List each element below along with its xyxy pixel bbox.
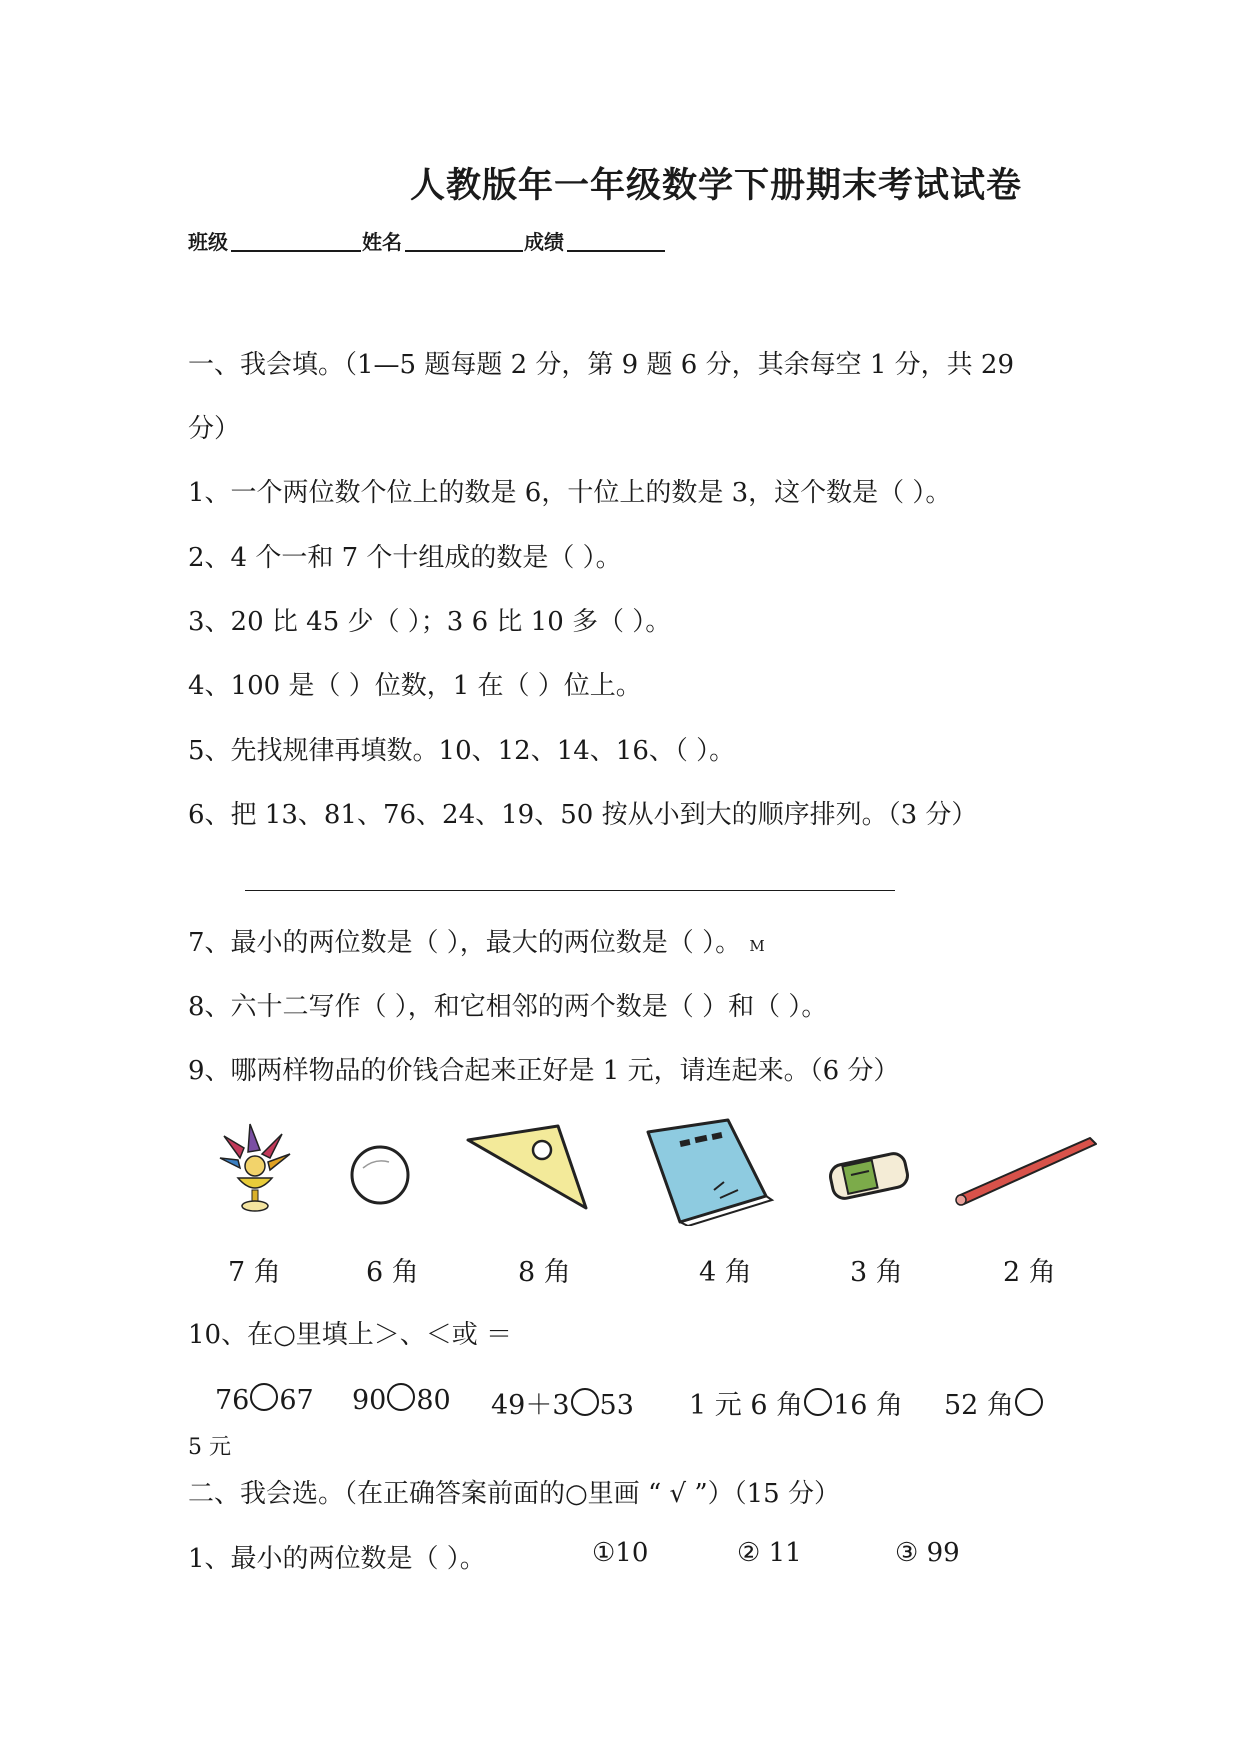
section2-question-1: 1、最小的两位数是（ ）。 [188,1544,486,1574]
name-label: 姓名 [362,230,402,254]
notebook-icon [640,1118,775,1226]
question-4: 4、100 是（ ）位数，1 在（ ）位上。 [188,671,642,701]
price-label: 3 角 [850,1257,903,1288]
comparison-right: 53 [599,1390,634,1421]
ball-icon [345,1140,415,1210]
class-label: 班级 [188,230,228,254]
comparison-left: 76 [215,1385,250,1416]
comparison-item [491,1383,634,1422]
triangle-ruler-icon [462,1122,592,1212]
comparison-left: 49＋3 [491,1390,570,1421]
question-2: 2、4 个一和 7 个十组成的数是（ ）。 [188,543,622,573]
option-2[interactable]: ② 11 [737,1538,802,1568]
question-7-mark: M [749,937,765,955]
question-8: 8、六十二写作（ ），和它相邻的两个数是（ ）和（ ）。 [188,992,828,1022]
question-7 [188,922,765,959]
comparison-wrap-text: 5 元 [188,1435,231,1460]
pencil-icon [950,1130,1100,1210]
class-field[interactable] [231,250,361,252]
price-label: 2 角 [1003,1257,1056,1288]
comparison-left: 90 [352,1385,387,1416]
compare-circle[interactable] [1015,1388,1043,1416]
price-label: 4 角 [699,1257,752,1288]
comparison-item [689,1383,903,1422]
question-10: 10、在○里填上＞、＜或 ＝ [188,1320,513,1350]
comparison-right: 67 [279,1385,314,1416]
price-label: 8 角 [518,1257,571,1288]
page-title: 人教版年一年级数学下册期末考试试卷 [410,166,1023,206]
section1-heading-cont: 分） [188,414,241,444]
question-6: 6、把 13、81、76、24、19、50 按从小到大的顺序排列。（3 分） [188,800,978,830]
comparison-item [944,1383,1044,1422]
question-3: 3、20 比 45 少（ ）；3 6 比 10 多（ ）。 [188,607,672,637]
compare-circle[interactable] [571,1388,599,1416]
question-1: 1、一个两位数个位上的数是 6，十位上的数是 3，这个数是（ ）。 [188,478,952,508]
option-1[interactable]: ①10 [592,1538,649,1568]
comparison-right: 16 角 [833,1390,904,1421]
name-field[interactable] [405,250,523,252]
section1-heading: 一、我会填。（1—5 题每题 2 分，第 9 题 6 分，其余每空 1 分，共 29 [188,350,1014,380]
compare-circle[interactable] [250,1383,278,1411]
answer-line[interactable] [245,890,895,891]
question-5: 5、先找规律再填数。10、12、14、16、（ ）。 [188,736,736,766]
compare-circle[interactable] [387,1383,415,1411]
price-label: 6 角 [366,1257,419,1288]
comparison-right: 80 [416,1385,451,1416]
section2-heading: 二、我会选。（在正确答案前面的○里画 “ √ ”）（15 分） [188,1479,840,1509]
score-label: 成绩 [524,230,564,254]
eraser-icon [825,1145,915,1207]
comparison-left: 52 角 [944,1390,1014,1421]
comparison-item [215,1383,314,1416]
comparison-item [352,1383,451,1416]
comparison-left: 1 元 6 角 [689,1390,804,1421]
compare-circle[interactable] [804,1388,832,1416]
price-label: 7 角 [228,1257,281,1288]
score-field[interactable] [567,250,665,252]
option-3[interactable]: ③ 99 [895,1538,960,1568]
jester-toy-icon [210,1118,300,1218]
question-9: 9、哪两样物品的价钱合起来正好是 1 元，请连起来。（6 分） [188,1056,900,1086]
question-7-text: 7、最小的两位数是（ ），最大的两位数是（ ）。 [188,928,742,958]
